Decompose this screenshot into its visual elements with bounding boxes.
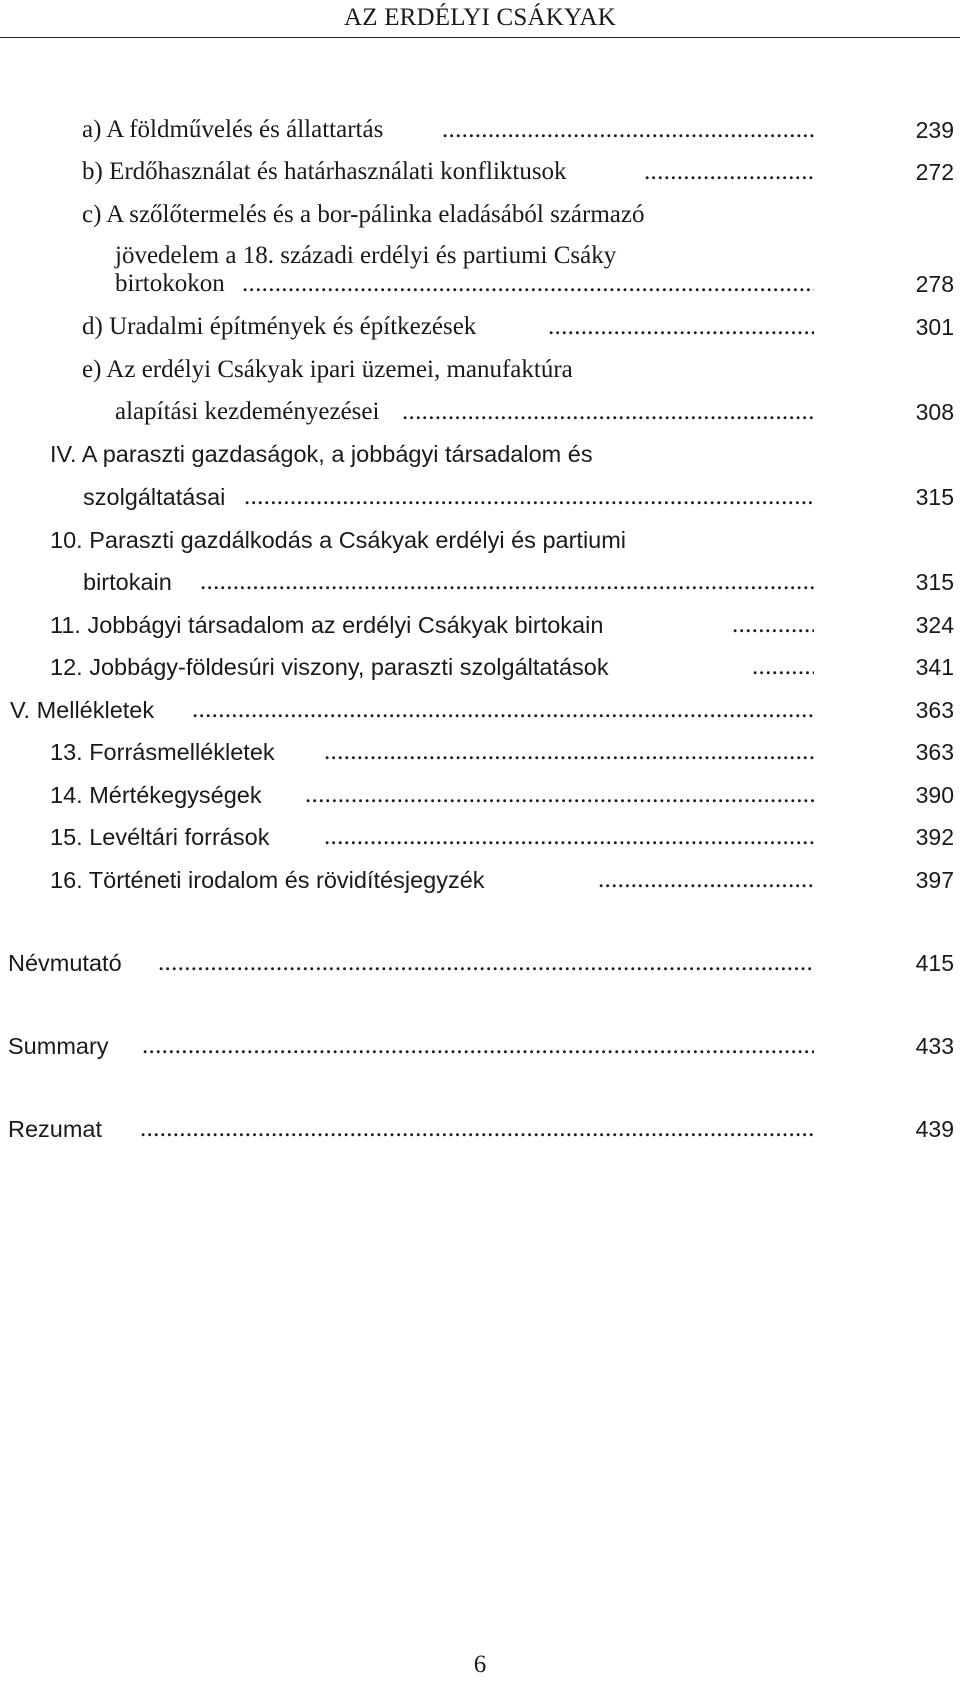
- toc-entry-title: e) Az erdélyi Csákyak ipari üzemei, manufaktúra: [82, 356, 573, 383]
- toc-entry-title: 15. Levéltári források: [50, 824, 270, 850]
- toc-entry-title: IV. A paraszti gazdaságok, a jobbágyi társadalom és: [50, 441, 593, 467]
- toc-entry: [0, 1107, 960, 1151]
- toc-entry-page: 439: [915, 1116, 954, 1142]
- toc-entry-page: 341: [915, 654, 954, 680]
- toc-entry-page: 433: [915, 1033, 954, 1059]
- running-head: AZ ERDÉLYI CSÁKYAK: [0, 0, 960, 38]
- dot-leader: [442, 108, 814, 152]
- toc-entry-title: 13. Forrásmellékletek: [50, 739, 275, 765]
- toc-entry-title: jövedelem a 18. századi erdélyi és partiumi Csáky: [115, 242, 617, 269]
- toc-entry: [0, 390, 960, 434]
- toc-entry-title: 10. Paraszti gazdálkodás a Csákyak erdélyi és partiumi: [50, 527, 627, 553]
- toc-entry: [0, 1024, 960, 1068]
- toc-entry-title: b) Erdőhasználat és határhasználati konfliktusok: [82, 158, 567, 185]
- toc-entry-title: birtokain: [83, 569, 172, 595]
- toc-entry-title: c) A szőlőtermelés és a bor-pálinka eladásából származó: [82, 201, 645, 228]
- toc-entry-title: Névmutató: [8, 950, 122, 976]
- toc-entry: [0, 730, 960, 774]
- toc-entry-title: Rezumat: [8, 1116, 103, 1142]
- toc-entry-title: Summary: [8, 1033, 109, 1059]
- toc-entry: [0, 858, 960, 902]
- dot-leader: [140, 1107, 814, 1151]
- toc-entry: [0, 150, 960, 194]
- toc-entry: [0, 773, 960, 817]
- toc-entry: [0, 348, 960, 392]
- dot-leader: [644, 150, 814, 194]
- toc-entry-page: 415: [915, 950, 954, 976]
- dot-leader: [200, 560, 814, 604]
- toc-entry-title: szolgáltatásai: [83, 484, 226, 510]
- dot-leader: [732, 603, 814, 647]
- dot-leader: [244, 475, 814, 519]
- toc-entry: [0, 305, 960, 349]
- toc-entry: [0, 108, 960, 152]
- toc-entry: [0, 518, 960, 562]
- page-number: 6: [473, 1651, 487, 1678]
- toc-entry-title: a) A földművelés és állattartás: [82, 116, 384, 143]
- toc-entry: [0, 193, 960, 237]
- toc-entry: [0, 432, 960, 476]
- toc-entry-title: birtokokon: [115, 270, 225, 297]
- toc-entry-title: alapítási kezdeményezései: [115, 398, 380, 425]
- toc-entry-page: 301: [915, 314, 954, 340]
- dot-leader: [305, 773, 814, 817]
- dot-leader: [752, 645, 814, 689]
- toc-entry: [0, 941, 960, 985]
- toc-entry-title: 16. Történeti irodalom és rövidítésjegyzék: [50, 867, 485, 893]
- toc-entry-title: d) Uradalmi építmények és építkezések: [82, 313, 477, 340]
- toc-entry: [0, 603, 960, 647]
- toc-entry: [0, 560, 960, 604]
- toc-entry: [0, 262, 960, 306]
- dot-leader: [192, 688, 814, 732]
- toc-entry-title: 11. Jobbágyi társadalom az erdélyi Csákyak birtokain: [50, 612, 604, 638]
- toc-entry-page: 315: [915, 569, 954, 595]
- toc-entry-page: 239: [915, 117, 954, 143]
- dot-leader: [598, 858, 814, 902]
- dot-leader: [548, 305, 814, 349]
- toc-entry-title: V. Mellékletek: [10, 697, 155, 723]
- toc-entry-page: 278: [915, 271, 954, 297]
- toc-entry-page: 390: [915, 782, 954, 808]
- toc-entry-page: 363: [915, 739, 954, 765]
- toc-entry-page: 392: [915, 824, 954, 850]
- toc-entry: [0, 475, 960, 519]
- toc-entry: [0, 645, 960, 689]
- dot-leader: [142, 1024, 814, 1068]
- toc-entry-title: 12. Jobbágy-földesúri viszony, paraszti szolgáltatások: [50, 654, 609, 680]
- dot-leader: [324, 730, 814, 774]
- toc-entry-title: 14. Mértékegységek: [50, 782, 262, 808]
- toc-entry-page: 324: [915, 612, 954, 638]
- dot-leader: [402, 390, 814, 434]
- toc-entry-page: 315: [915, 484, 954, 510]
- toc-entry-page: 363: [915, 697, 954, 723]
- dot-leader: [324, 815, 814, 859]
- dot-leader: [158, 941, 814, 985]
- dot-leader: [242, 262, 814, 306]
- toc-entry: [0, 688, 960, 732]
- toc-entry-page: 397: [915, 867, 954, 893]
- toc-entry: [0, 815, 960, 859]
- toc-entry-page: 272: [915, 159, 954, 185]
- toc-entry-page: 308: [915, 399, 954, 425]
